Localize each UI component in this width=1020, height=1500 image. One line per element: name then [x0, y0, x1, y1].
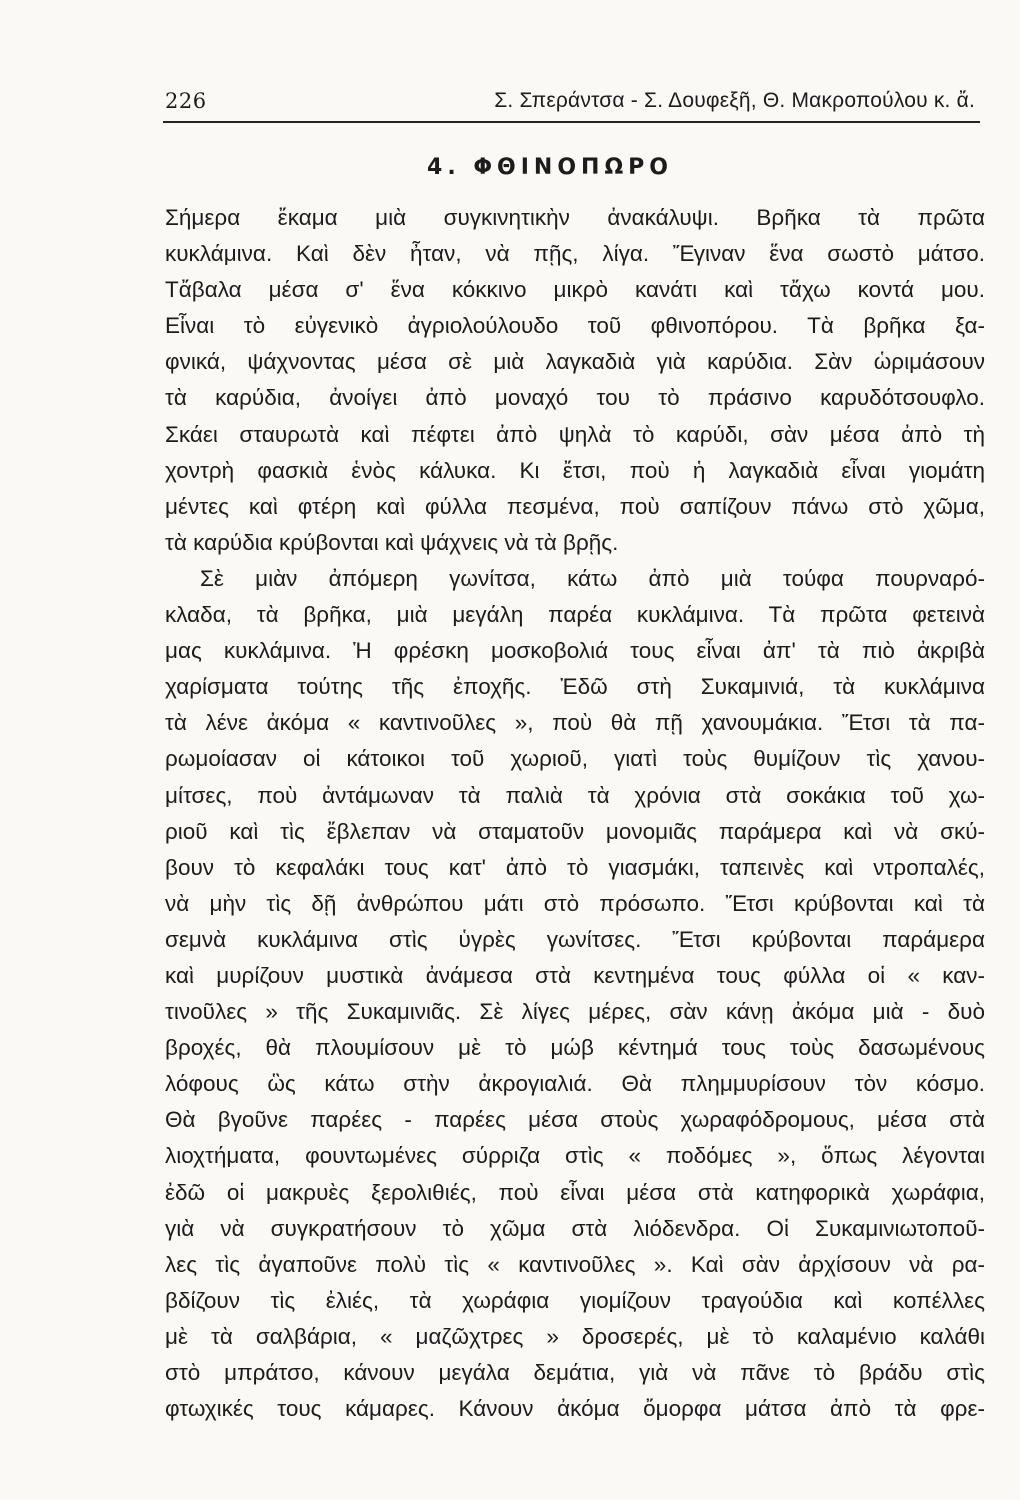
text-line: ἐδῶ οἱ μακρυὲς ξερολιθιές, ποὺ εἶναι μέσα στὰ κατηφορικὰ χωράφια, — [165, 1179, 985, 1205]
text-line: λιοχτήματα, φουντωμένες σύρριζα στὶς « ποδόμες », ὅπως λέγονται — [165, 1143, 985, 1169]
text-line: Σκάει σταυρωτὰ καὶ πέφτει ἀπὸ ψηλὰ τὸ καρύδι, σὰν μέσα ἀπὸ τὴ — [165, 421, 985, 447]
running-header-authors: Σ. Σπεράντσα - Σ. Δουφεξῆ, Θ. Μακροπούλου κ. ἄ. — [494, 89, 975, 112]
text-line: στὸ μπράτσο, κάνουν μεγάλα δεμάτια, γιὰ νὰ πᾶνε τὸ βράδυ στὶς — [165, 1360, 985, 1385]
text-line: Σήμερα ἔκαμα μιὰ συγκινητικὴν ἀνακάλυψι. Βρῆκα τὰ πρῶτα — [165, 205, 985, 230]
text-line: τὰ καρύδια, ἀνοίγει ἀπὸ μοναχό του τὸ πράσινο καρυδότσουφλο. — [165, 385, 985, 411]
text-line: σεμνὰ κυκλάμινα στὶς ὑγρὲς γωνίτσες. Ἔτσι κρύβονται παράμερα — [165, 926, 985, 952]
text-line: τὰ λένε ἀκόμα « καντινοῦλες », ποὺ θὰ πῇ χανουμάκια. Ἔτσι τὰ πα- — [165, 710, 985, 736]
text-line: φνικά, ψάχνοντας μέσα σὲ μιὰ λαγκαδιὰ γιὰ καρύδια. Σὰν ὡριμάσουν — [165, 349, 985, 375]
text-line: ριοῦ καὶ τὶς ἔβλεπαν νὰ σταματοῦν μονομιᾶς παράμερα καὶ νὰ σκύ- — [165, 818, 985, 844]
text-line: χοντρὴ φασκιὰ ἑνὸς κάλυκα. Κι ἔτσι, ποὺ ἡ λαγκαδιὰ εἶναι γιομάτη — [165, 457, 985, 483]
text-line: νὰ μὴν τὶς δῇ ἀνθρώπου μάτι στὸ πρόσωπο. Ἔτσι κρύβονται καὶ τὰ — [165, 890, 985, 916]
text-line: φτωχικές τους κάμαρες. Κάνουν ἀκόμα ὄμορφα μάτσα ἀπὸ τὰ φρε- — [165, 1396, 985, 1422]
text-line: λες τὶς ἀγαποῦνε πολὺ τὶς « καντινοῦλες ». Καὶ σὰν ἀρχίσουν νὰ ρα- — [165, 1251, 985, 1277]
text-line: μὲ τὰ σαλβάρια, « μαζῶχτρες » δροσερές, μὲ τὸ καλαμένιο καλάθι — [165, 1323, 985, 1349]
text-line: ρωμοίασαν οἱ κάτοικοι τοῦ χωριοῦ, γιατὶ τοὺς θυμίζουν τὶς χανου- — [165, 746, 985, 772]
text-line: Θὰ βγοῦνε παρέες - παρέες μέσα στοὺς χωραφόδρομους, μέσα στὰ — [165, 1107, 985, 1133]
text-line: χαρίσματα τούτης τῆς ἐποχῆς. Ἐδῶ στὴ Συκαμινιά, τὰ κυκλάμινα — [165, 674, 985, 700]
chapter-title: 4. ΦΘΙΝΟΠΩΡΟ — [427, 155, 673, 180]
header-divider-line — [163, 121, 980, 123]
paragraph-first-line: Σὲ μιὰν ἀπόμερη γωνίτσα, κάτω ἀπὸ μιὰ τούφα πουρναρό- — [200, 565, 985, 591]
text-line: κυκλάμινα. Καὶ δὲν ἦταν, νὰ πῇς, λίγα. Ἔγιναν ἕνα σωστὸ μάτσο. — [165, 241, 985, 267]
text-line: λόφους ὣς κάτω στὴν ἀκρογιαλιά. Θὰ πλημμυρίσουν τὸν κόσμο. — [165, 1071, 985, 1097]
text-line: βδίζουν τὶς ἐλιές, τὰ χωράφια γιομίζουν τραγούδια καὶ κοπέλλες — [165, 1287, 985, 1313]
text-line: κλαδα, τὰ βρῆκα, μιὰ μεγάλη παρέα κυκλάμινα. Τὰ πρῶτα φετεινὰ — [165, 602, 985, 628]
text-line: Εἶναι τὸ εὐγενικὸ ἀγριολούλουδο τοῦ φθινοπόρου. Τὰ βρῆκα ξα- — [165, 313, 985, 339]
paragraph-last-line: τὰ καρύδια κρύβονται καὶ ψάχνεις νὰ τὰ βρῇς. — [165, 529, 619, 555]
text-line: βροχές, θὰ πλουμίσουν μὲ τὸ μώβ κέντημά τους τοὺς δασωμένους — [165, 1035, 985, 1061]
text-line: μέντες καὶ φτέρη καὶ φύλλα πεσμένα, ποὺ σαπίζουν πάνω στὸ χῶμα, — [165, 493, 985, 519]
text-line: μας κυκλάμινα. Ἡ φρέσκη μοσκοβολιά τους εἶναι ἀπ' τὰ πιὸ ἀκριβὰ — [165, 638, 985, 664]
text-line: βουν τὸ κεφαλάκι τους κατ' ἀπὸ τὸ γιασμάκι, ταπεινὲς καὶ ντροπαλές, — [165, 854, 985, 880]
text-line: Τἄβαλα μέσα σ' ἕνα κόκκινο μικρὸ κανάτι καὶ τἄχω κοντά μου. — [165, 277, 985, 303]
page-number: 226 — [165, 89, 207, 113]
running-head — [165, 86, 980, 116]
text-line: τινοῦλες » τῆς Συκαμινιᾶς. Σὲ λίγες μέρες, σὰν κάνῃ ἀκόμα μιὰ - δυὸ — [165, 999, 985, 1025]
text-line: καὶ μυρίζουν μυστικὰ ἀνάμεσα στὰ κεντημένα τους φύλλα οἱ « καν- — [165, 962, 985, 988]
body-text — [165, 200, 985, 1427]
text-line: γιὰ νὰ συγκρατήσουν τὸ χῶμα στὰ λιόδενδρα. Οἱ Συκαμινιωτοποῦ- — [165, 1215, 985, 1241]
text-line: μίτσες, ποὺ ἀντάμωναν τὰ παλιὰ τὰ χρόνια στὰ σοκάκια τοῦ χω- — [165, 782, 985, 808]
